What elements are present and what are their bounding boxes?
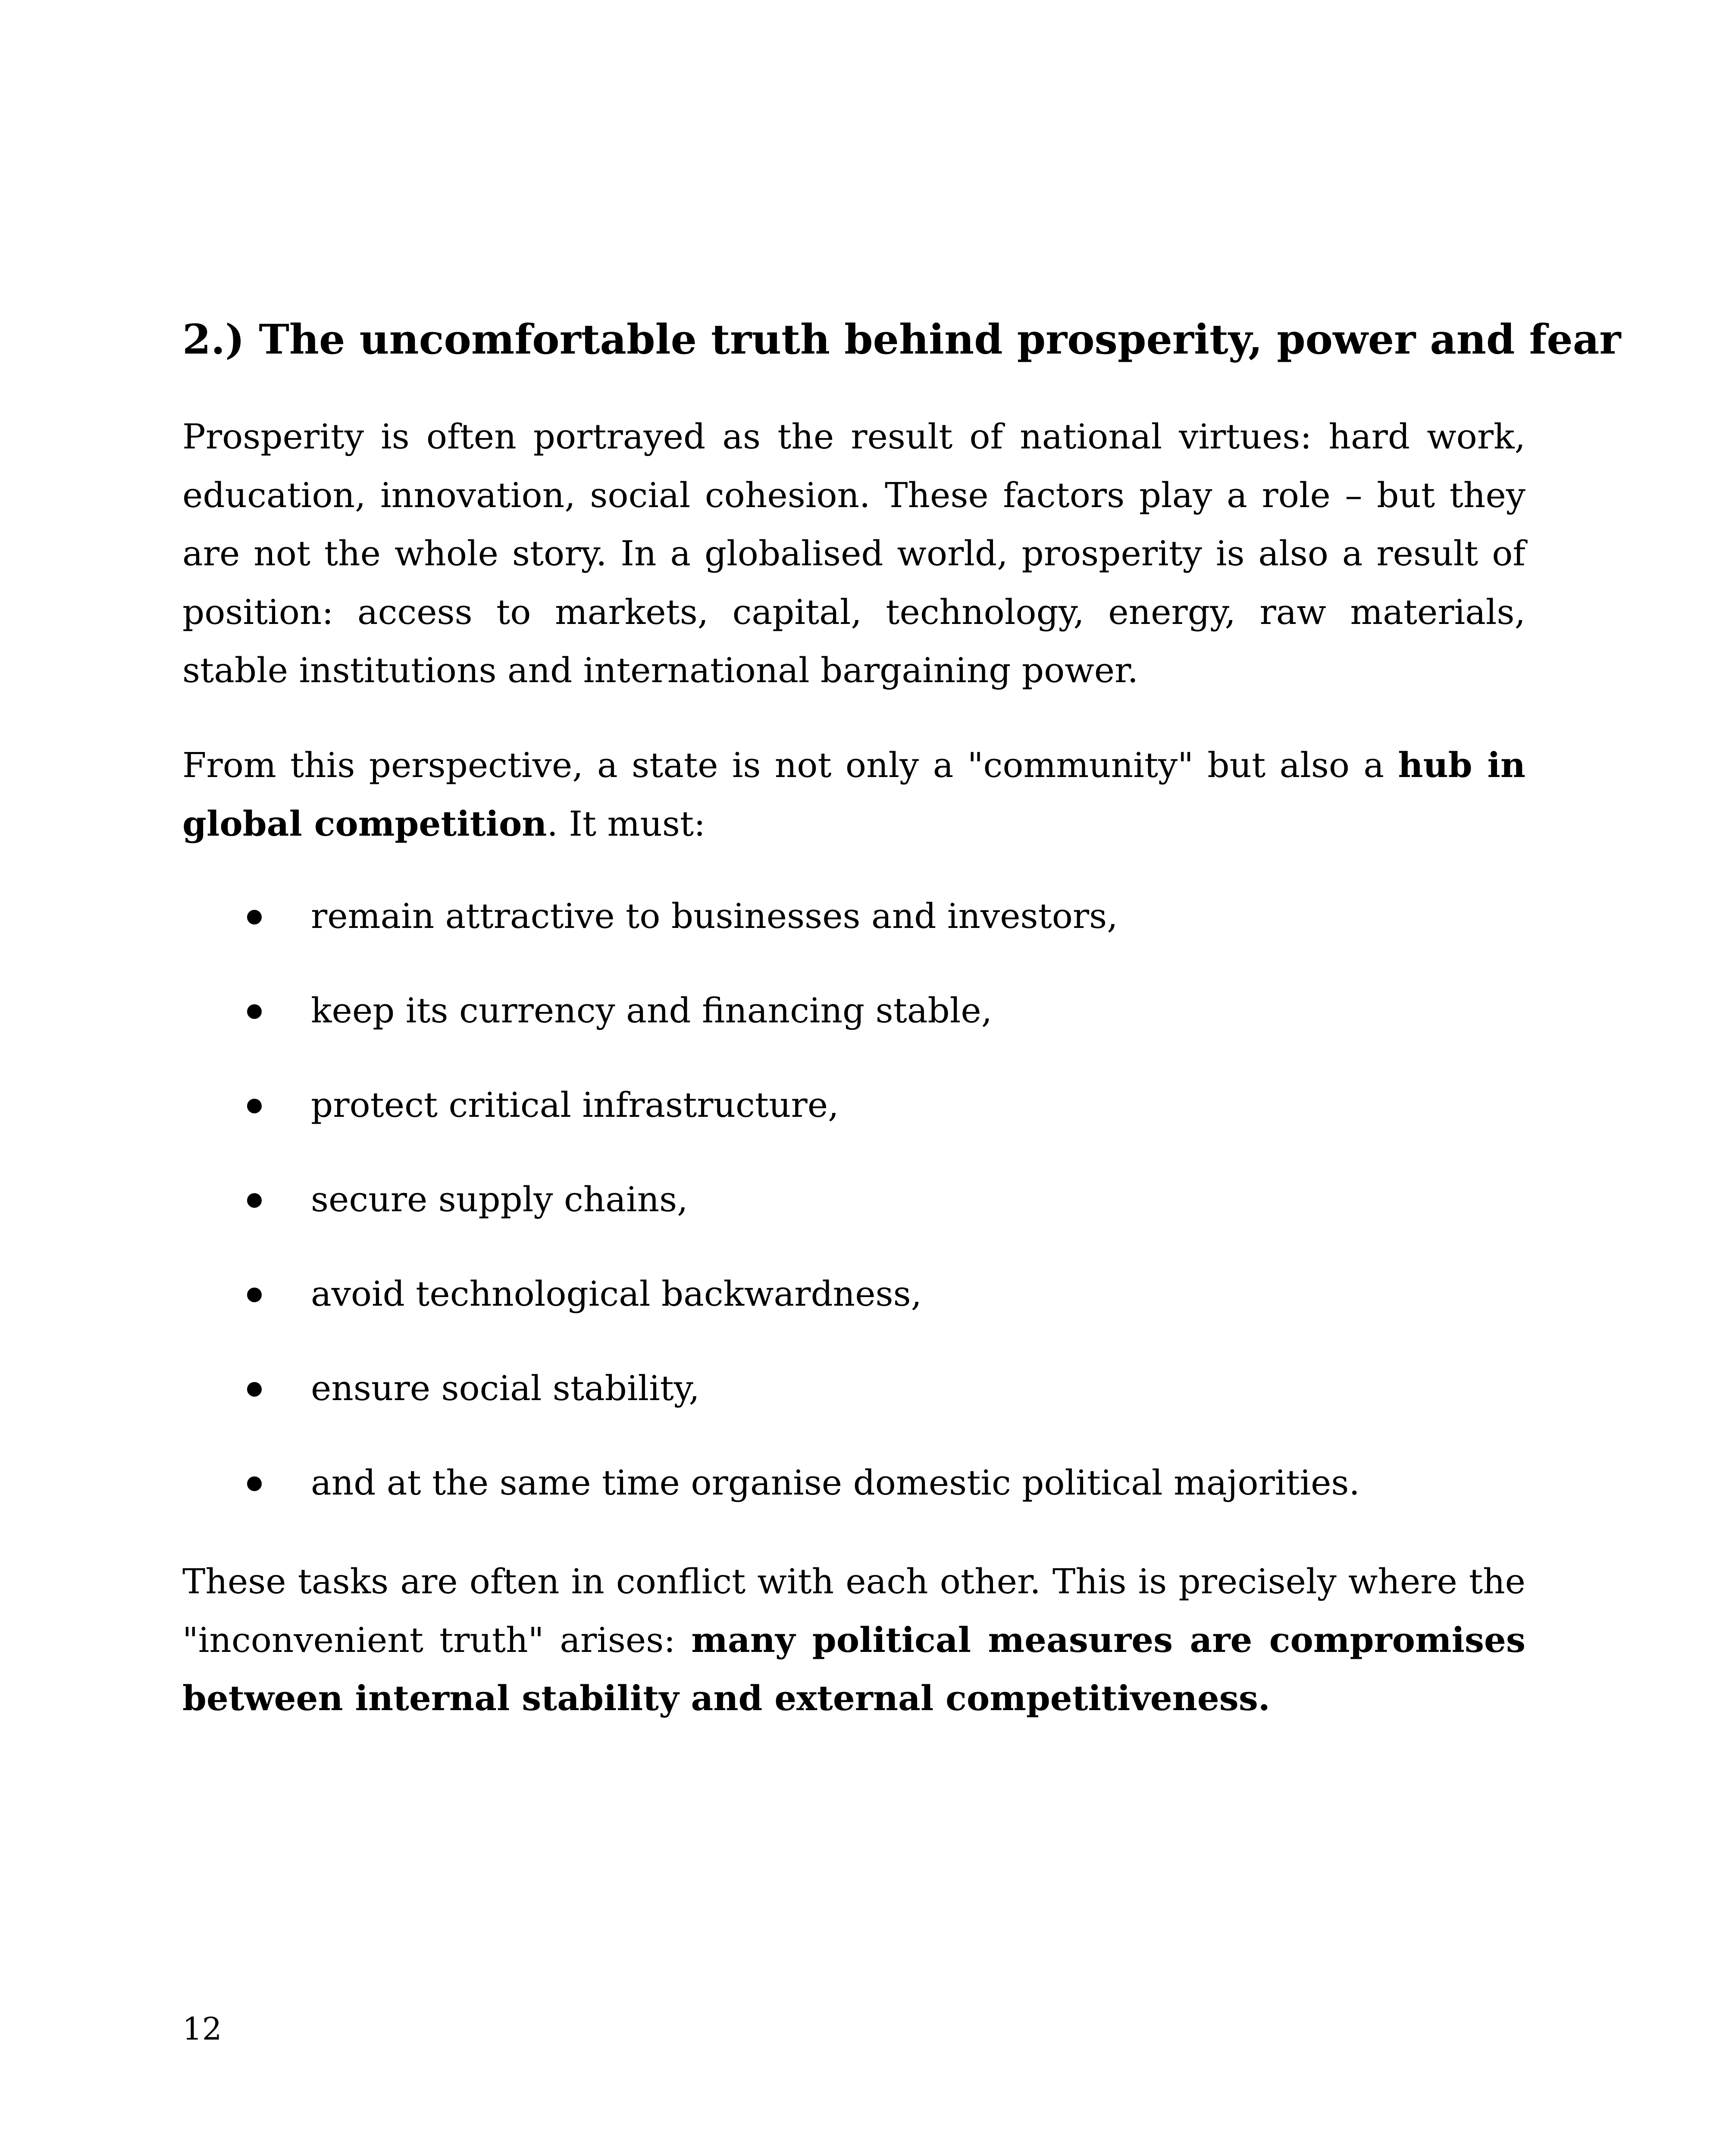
- document-page: [182, 0, 1621, 2156]
- list-item: [182, 887, 1525, 981]
- list-item-text: remain attractive to businesses and investors,: [311, 896, 1118, 936]
- list-item: [182, 1359, 1525, 1454]
- paragraph-perspective-text: From this perspective, a state is not only a "community" but also a: [182, 745, 1398, 785]
- list-item-text: avoid technological backwardness,: [311, 1274, 922, 1314]
- bullet-list: [182, 887, 1525, 1548]
- paragraph-perspective: [182, 736, 1525, 853]
- bullet-icon: [247, 1004, 262, 1019]
- bullet-icon: [247, 1288, 262, 1302]
- bullet-icon: [247, 1382, 262, 1397]
- list-item-text: protect critical infrastructure,: [311, 1085, 839, 1125]
- paragraph-perspective-bold: hub in global competition: [182, 745, 1525, 844]
- bullet-icon: [247, 1193, 262, 1208]
- list-item-text: and at the same time organise domestic political majorities.: [311, 1463, 1360, 1503]
- list-item: [182, 981, 1525, 1076]
- list-item: [182, 1076, 1525, 1170]
- list-item: [182, 1454, 1525, 1548]
- bullet-icon: [247, 910, 262, 924]
- paragraph-perspective-ending: . It must:: [547, 803, 706, 844]
- list-item: [182, 1265, 1525, 1359]
- list-item: [182, 1170, 1525, 1265]
- paragraph-conclusion: [182, 1552, 1525, 1728]
- list-item-text: keep its currency and financing stable,: [311, 990, 993, 1031]
- paragraph-conclusion-text: These tasks are often in conflict with each other. This is precisely where the "inconvenient truth" arises:: [182, 1561, 1525, 1660]
- section-heading: 2.) The uncomfortable truth behind prosperity, power and fear: [182, 316, 1621, 364]
- list-item-text: ensure social stability,: [311, 1368, 700, 1408]
- bullet-icon: [247, 1099, 262, 1113]
- page-number: 12: [182, 2011, 222, 2047]
- bullet-icon: [247, 1476, 262, 1491]
- list-item-text: secure supply chains,: [311, 1179, 688, 1219]
- paragraph-prosperity: Prosperity is often portrayed as the result of national virtues: hard work, education, innovation, social cohesion. These factors play a role – but they are not the whole story. In a globalised world, prosperity is also a result of position: access to markets, capital, technology, energy, raw materials, stable institutions and international bargaining power.: [182, 417, 1525, 690]
- paragraph-conclusion-bold: many political measures are compromises between internal stability and external competitiveness.: [182, 1619, 1525, 1718]
